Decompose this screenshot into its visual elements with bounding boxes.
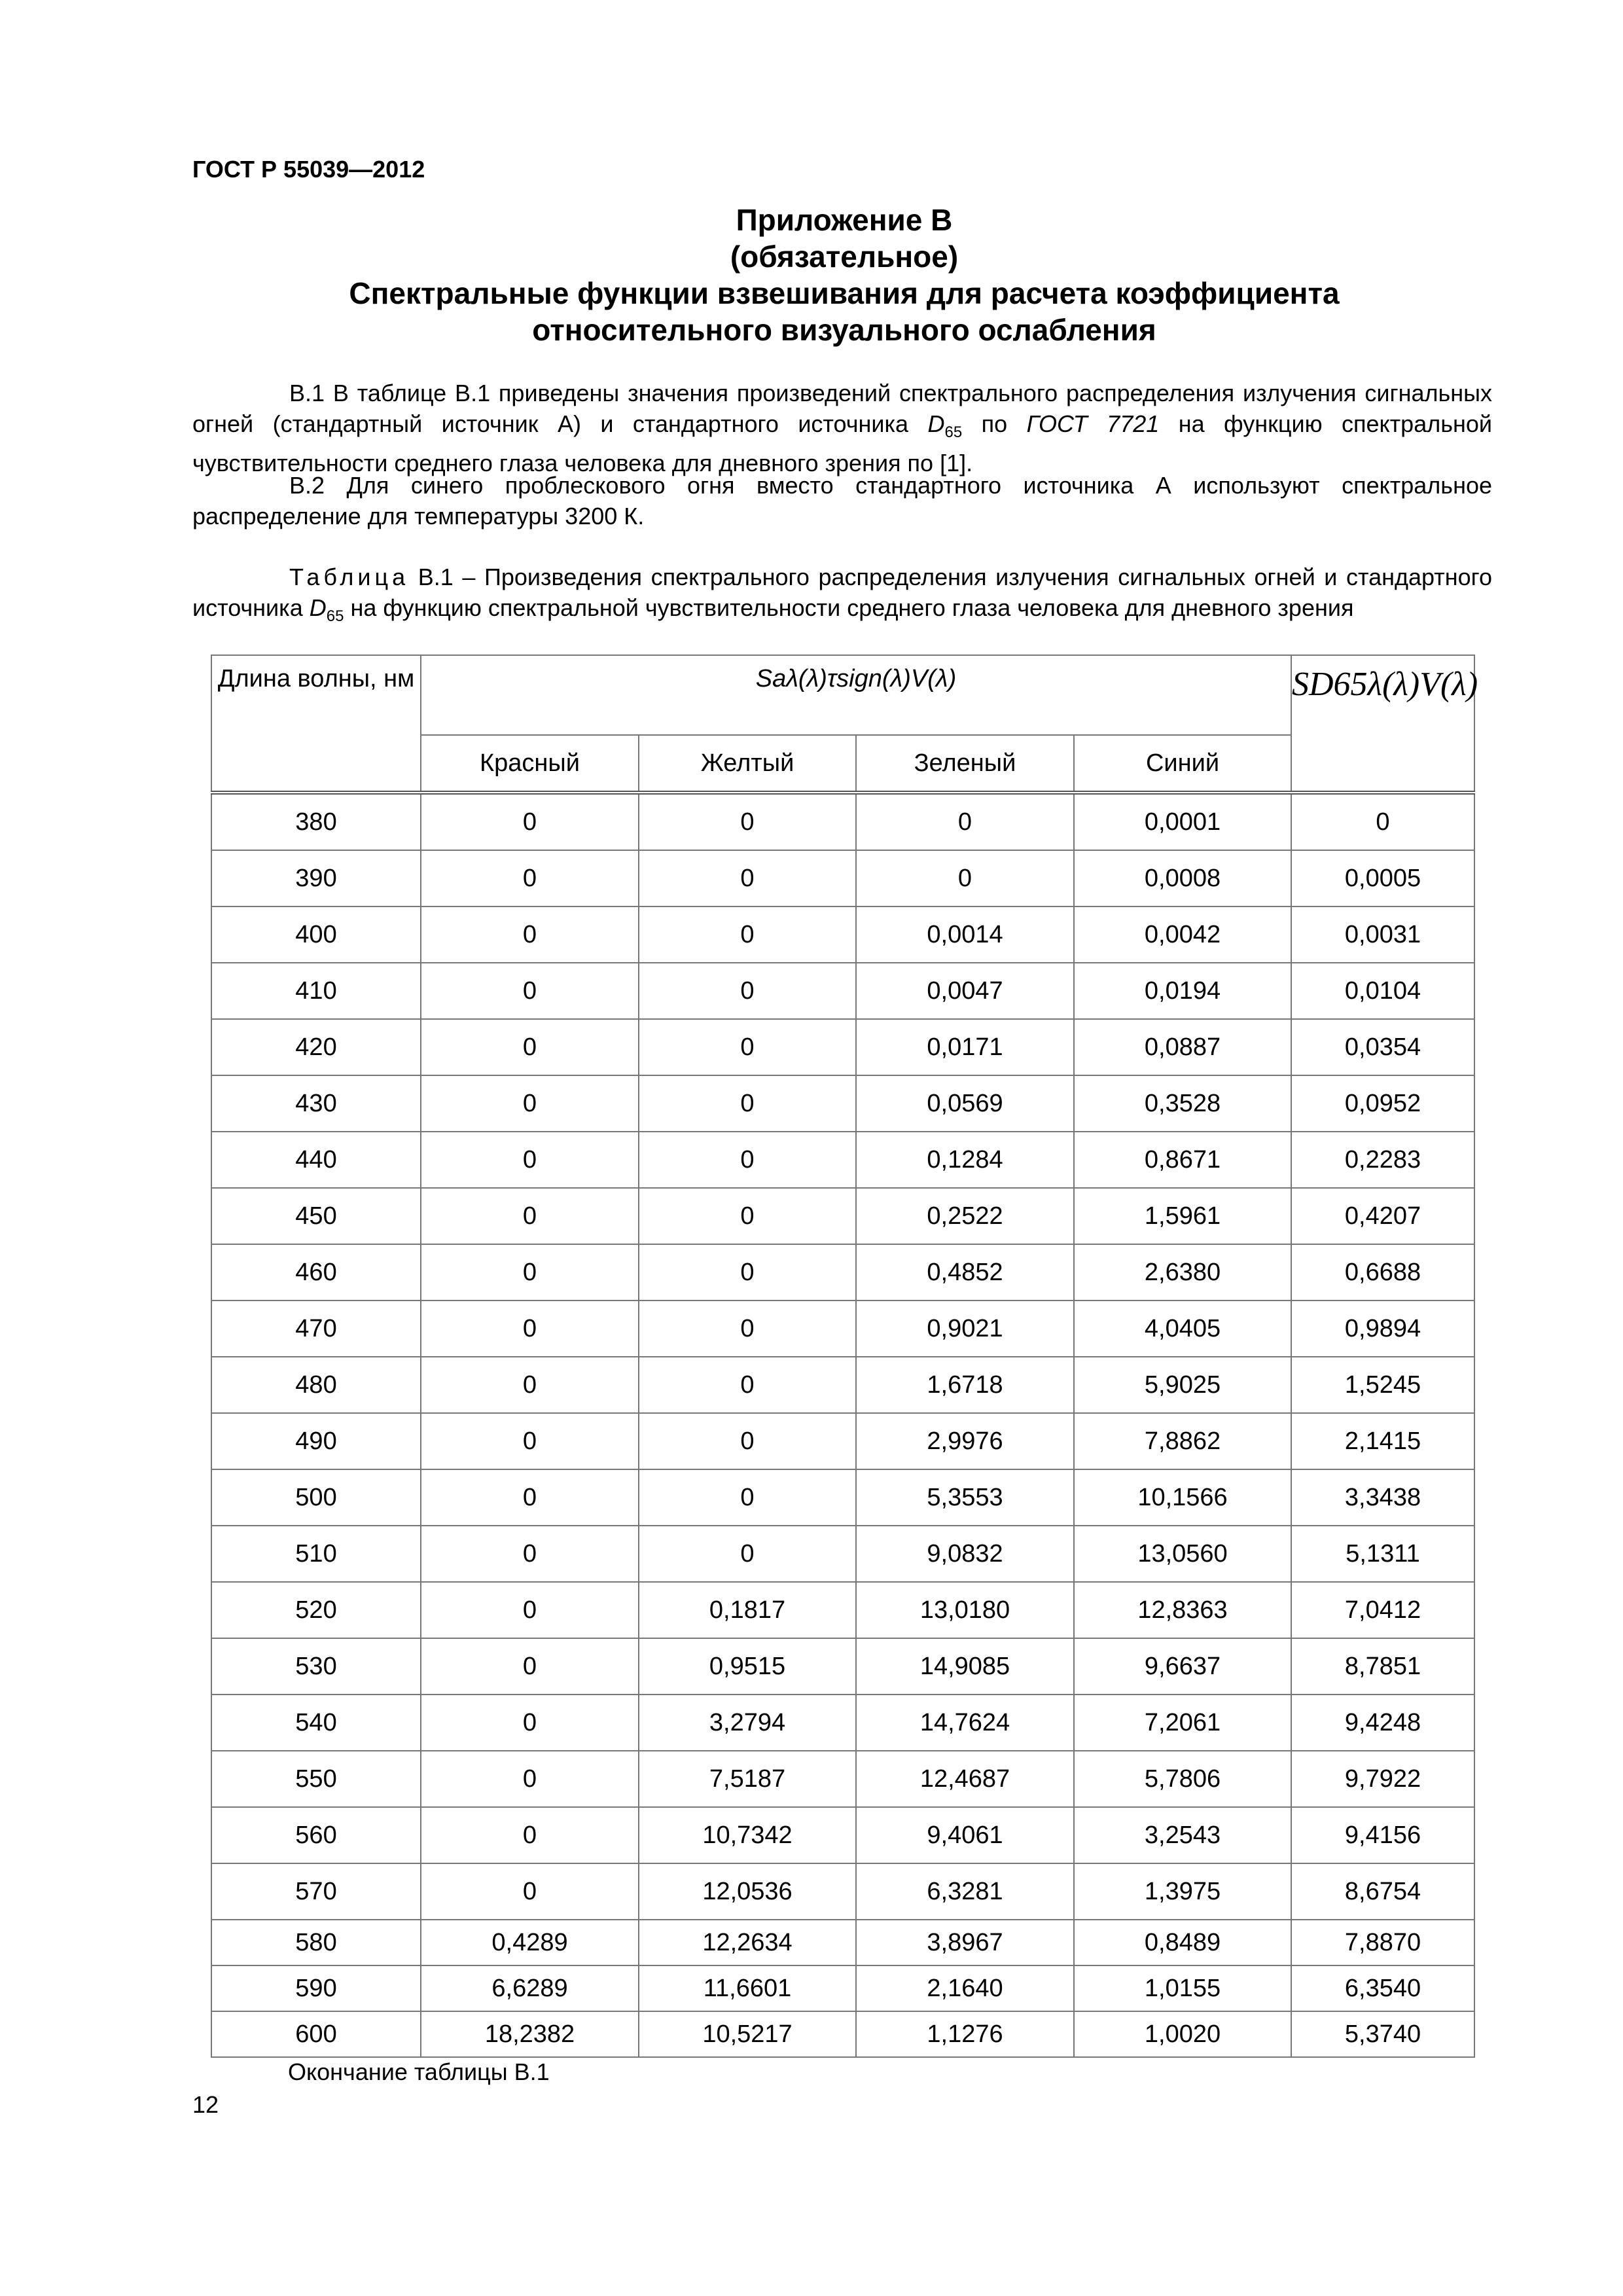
table-cell: 0	[639, 1526, 856, 1582]
table-cell: 0,2522	[856, 1188, 1074, 1244]
table-cell: 7,8870	[1291, 1920, 1474, 1965]
table-cell: 5,3553	[856, 1469, 1074, 1526]
table-row	[211, 1863, 1474, 1920]
table-cell: 0	[639, 1469, 856, 1526]
table-cell: 0	[639, 963, 856, 1019]
subheader-2: Зеленый	[856, 735, 1074, 793]
paragraph-b2: В.2 Для синего проблескового огня вместо стандартного источника А используют спектральное распределение для температуры 3200 К.	[192, 472, 1492, 529]
table-cell: 0	[639, 850, 856, 906]
table-cell: 0,9894	[1291, 1300, 1474, 1357]
table-cell: 1,1276	[856, 2011, 1074, 2057]
table-cell: 0	[421, 1469, 639, 1526]
appendix-status: (обязательное)	[730, 240, 959, 274]
table-cell: 5,7806	[1074, 1751, 1291, 1807]
table-cell: 12,2634	[639, 1920, 856, 1965]
table-row	[211, 1357, 1474, 1413]
table-cell: 2,9976	[856, 1413, 1074, 1469]
table-cell: 390	[211, 850, 421, 906]
table-cell: 0	[421, 1300, 639, 1357]
table-cell: 13,0180	[856, 1582, 1074, 1638]
table-cell: 1,5245	[1291, 1357, 1474, 1413]
table-cell: 14,7624	[856, 1695, 1074, 1751]
table-cell: 0	[421, 1751, 639, 1807]
table-cell: 600	[211, 2011, 421, 2057]
table-cell: 0,1817	[639, 1582, 856, 1638]
table-cell: 0	[421, 1075, 639, 1132]
table-cell: 0	[639, 1075, 856, 1132]
table-cell: 8,7851	[1291, 1638, 1474, 1695]
table-row	[211, 1751, 1474, 1807]
table-cell: 3,8967	[856, 1920, 1074, 1965]
table-cell: 7,5187	[639, 1751, 856, 1807]
table-cell: 0,0047	[856, 963, 1074, 1019]
gost-reference: ГОСТ 7721	[1026, 410, 1160, 437]
table-cell: 0	[421, 1244, 639, 1300]
table-cell: 590	[211, 1965, 421, 2011]
table-cell: 540	[211, 1695, 421, 1751]
table-row	[211, 1075, 1474, 1132]
table-cell: 7,8862	[1074, 1413, 1291, 1469]
table-cell: 12,0536	[639, 1863, 856, 1920]
table-cell: 3,2794	[639, 1695, 856, 1751]
table-cell: 9,6637	[1074, 1638, 1291, 1695]
table-cell: 0	[639, 1244, 856, 1300]
table-row	[211, 1695, 1474, 1751]
table-cell: 0,3528	[1074, 1075, 1291, 1132]
table-cell: 0	[421, 1863, 639, 1920]
table-cell: 0,4852	[856, 1244, 1074, 1300]
table-row	[211, 1582, 1474, 1638]
table-cell: 10,1566	[1074, 1469, 1291, 1526]
table-cell: 0,2283	[1291, 1132, 1474, 1188]
table-cell: 0,9021	[856, 1300, 1074, 1357]
table-cell: 3,3438	[1291, 1469, 1474, 1526]
table-cell: 0	[421, 1413, 639, 1469]
table-cell: 0,0001	[1074, 793, 1291, 850]
document-header: ГОСТ Р 55039—2012	[192, 156, 425, 183]
table-row	[211, 2011, 1474, 2057]
table-cell: 1,0020	[1074, 2011, 1291, 2057]
table-cell: 9,4156	[1291, 1807, 1474, 1863]
table-cell: 9,0832	[856, 1526, 1074, 1582]
table-cell: 6,6289	[421, 1965, 639, 2011]
table-cell: 520	[211, 1582, 421, 1638]
table-cell: 0	[421, 906, 639, 963]
table-cell: 7,2061	[1074, 1695, 1291, 1751]
spectral-table	[211, 655, 1478, 2058]
header-product-group: Sаλ(λ)τsign(λ)V(λ)	[421, 655, 1291, 735]
table-cell: 430	[211, 1075, 421, 1132]
table-cell: 0	[421, 793, 639, 850]
table-cell: 410	[211, 963, 421, 1019]
table-row	[211, 1300, 1474, 1357]
table-cell: 0	[639, 1300, 856, 1357]
table-row	[211, 1188, 1474, 1244]
table-cell: 0,0104	[1291, 963, 1474, 1019]
table-cell: 0	[421, 963, 639, 1019]
table-cell: 2,1415	[1291, 1413, 1474, 1469]
table-row	[211, 1132, 1474, 1188]
table-cell: 10,5217	[639, 2011, 856, 2057]
table-cell: 1,3975	[1074, 1863, 1291, 1920]
table-cell: 1,0155	[1074, 1965, 1291, 2011]
table-cell: 0	[421, 1695, 639, 1751]
table-cell: 570	[211, 1863, 421, 1920]
table-row	[211, 793, 1474, 850]
appendix-heading-line-2: относительного визуального ослабления	[532, 313, 1156, 347]
table-cell: 0,0031	[1291, 906, 1474, 963]
table-cell: 0	[639, 1413, 856, 1469]
table-cell: 480	[211, 1357, 421, 1413]
table-cell: 1,5961	[1074, 1188, 1291, 1244]
table-cell: 0	[421, 1526, 639, 1582]
table-cell: 550	[211, 1751, 421, 1807]
subheader-0: Красный	[421, 735, 639, 793]
table-cell: 7,0412	[1291, 1582, 1474, 1638]
table-row	[211, 1019, 1474, 1075]
table-cell: 11,6601	[639, 1965, 856, 2011]
table-cell: 0	[421, 1188, 639, 1244]
table-cell: 6,3540	[1291, 1965, 1474, 2011]
table-cell: 420	[211, 1019, 421, 1075]
table-cell: 380	[211, 793, 421, 850]
table-cell: 530	[211, 1638, 421, 1695]
table-cell: 0,8489	[1074, 1920, 1291, 1965]
table-row	[211, 1920, 1474, 1965]
table-cell: 0,8671	[1074, 1132, 1291, 1188]
table-cell: 0	[639, 1019, 856, 1075]
table-cell: 6,3281	[856, 1863, 1074, 1920]
table-cell: 8,6754	[1291, 1863, 1474, 1920]
table-cell: 2,6380	[1074, 1244, 1291, 1300]
table-cell: 5,9025	[1074, 1357, 1291, 1413]
table-cell: 2,1640	[856, 1965, 1074, 2011]
table-cell: 13,0560	[1074, 1526, 1291, 1582]
table-row	[211, 1526, 1474, 1582]
table-cell: 0	[421, 850, 639, 906]
table-caption: Таблица В.1 – Произведения спектрального распределения излучения сигнальных огней и стандартного источника $D_{65}$ на функцию спектральной чувствительности среднего глаза человека для дневного зрения	[192, 564, 1492, 626]
table-cell: 0	[639, 1357, 856, 1413]
paragraph-b1: В.1 В таблице В.1 приведены значения произведений спектрального распределения излучения сигнальных огней (стандартный источник А) и стандартного источника $D_{65}$ по ГОСТ 7721 на функцию спектральной чувствительности среднего глаза человека для дневного зрения по [1].	[192, 380, 1492, 477]
table-cell: 9,7922	[1291, 1751, 1474, 1807]
table-cell: 0	[421, 1357, 639, 1413]
table-cell: 9,4248	[1291, 1695, 1474, 1751]
table-row	[211, 1244, 1474, 1300]
table-cell: 0	[639, 1132, 856, 1188]
table-cell: 5,1311	[1291, 1526, 1474, 1582]
table-cell: 490	[211, 1413, 421, 1469]
table-cell: 580	[211, 1920, 421, 1965]
table-cell: 0,4289	[421, 1920, 639, 1965]
table-row	[211, 850, 1474, 906]
appendix-heading-line-1: Спектральные функции взвешивания для расчета коэффициента	[349, 276, 1340, 310]
table-cell: 0,6688	[1291, 1244, 1474, 1300]
table-cell: 0,0005	[1291, 850, 1474, 906]
table-cell: 1,6718	[856, 1357, 1074, 1413]
table-cell: 0,0008	[1074, 850, 1291, 906]
table-cell: 0	[421, 1807, 639, 1863]
table-cell: 12,4687	[856, 1751, 1074, 1807]
table-row	[211, 963, 1474, 1019]
table-cell: 0	[639, 906, 856, 963]
table-cell: 0,9515	[639, 1638, 856, 1695]
table-cell: 460	[211, 1244, 421, 1300]
table-row	[211, 1638, 1474, 1695]
table-cell: 470	[211, 1300, 421, 1357]
table-cell: 0,0171	[856, 1019, 1074, 1075]
table-cell: 400	[211, 906, 421, 963]
table-cell: 500	[211, 1469, 421, 1526]
header-d65-product: SD65λ(λ)V(λ)	[1291, 655, 1474, 793]
table-cell: 0	[856, 850, 1074, 906]
table-cell: 450	[211, 1188, 421, 1244]
table-cell: 0	[421, 1582, 639, 1638]
table-cell: 0,0569	[856, 1075, 1074, 1132]
appendix-title: Приложение В	[736, 203, 953, 237]
table-cell: 0,1284	[856, 1132, 1074, 1188]
table-cell: 0	[421, 1019, 639, 1075]
table-cell: 0,0887	[1074, 1019, 1291, 1075]
table-row	[211, 1469, 1474, 1526]
table-cell: 0	[421, 1132, 639, 1188]
table-body	[211, 793, 1474, 2057]
table-cell: 0	[1291, 793, 1474, 850]
table-row	[211, 1807, 1474, 1863]
table-cell: 0	[421, 1638, 639, 1695]
table-cell: 18,2382	[421, 2011, 639, 2057]
table-cell: 0,0194	[1074, 963, 1291, 1019]
page-number: 12	[192, 2091, 219, 2118]
table-continuation-note: Окончание таблицы В.1	[288, 2058, 550, 2085]
table-cell: 5,3740	[1291, 2011, 1474, 2057]
table-cell: 0,0014	[856, 906, 1074, 963]
header-wavelength: Длина волны, нм	[211, 655, 421, 793]
table-cell: 0	[639, 1188, 856, 1244]
table-row	[211, 1965, 1474, 2011]
table-cell: 560	[211, 1807, 421, 1863]
table-row	[211, 1413, 1474, 1469]
table-cell: 14,9085	[856, 1638, 1074, 1695]
table-cell: 0,0042	[1074, 906, 1291, 963]
table-cell: 0,0952	[1291, 1075, 1474, 1132]
table-cell: 3,2543	[1074, 1807, 1291, 1863]
table-cell: 0	[639, 793, 856, 850]
table-cell: 440	[211, 1132, 421, 1188]
table-row	[211, 906, 1474, 963]
table-cell: 0,0354	[1291, 1019, 1474, 1075]
subheader-3: Синий	[1074, 735, 1291, 793]
table-cell: 10,7342	[639, 1807, 856, 1863]
table-cell: 510	[211, 1526, 421, 1582]
subheader-1: Желтый	[639, 735, 856, 793]
table-cell: 12,8363	[1074, 1582, 1291, 1638]
table-cell: 9,4061	[856, 1807, 1074, 1863]
table-cell: 0,4207	[1291, 1188, 1474, 1244]
table-cell: 4,0405	[1074, 1300, 1291, 1357]
table-cell: 0	[856, 793, 1074, 850]
